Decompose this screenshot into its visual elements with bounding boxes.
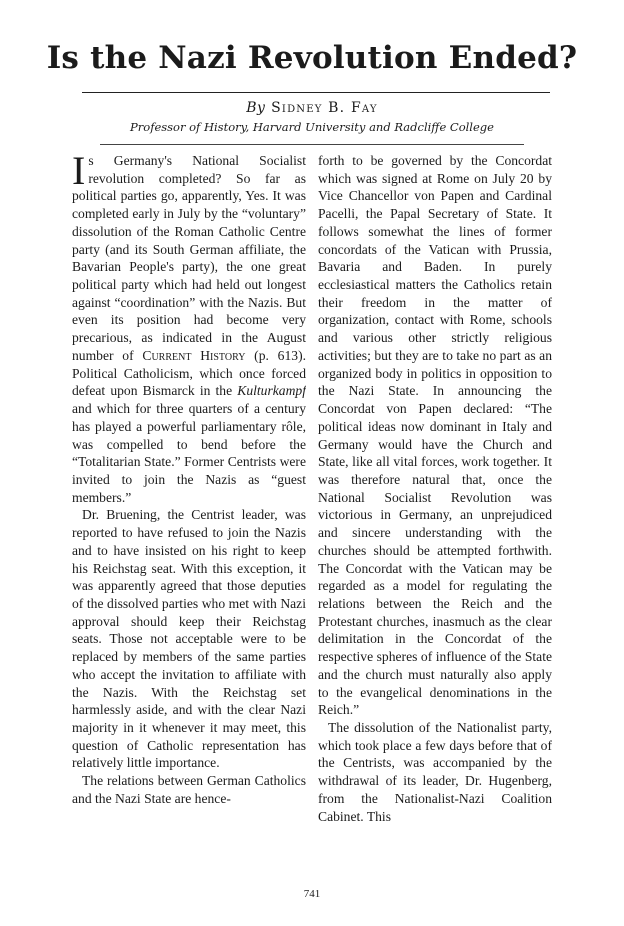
- drop-cap: I: [72, 152, 86, 193]
- paragraph-text: (p. 613). Political Catholicism, which once forced defeat upon Bismarck in the: [72, 347, 306, 399]
- author-name: Sidney B. Fay: [271, 100, 378, 116]
- paragraph-text: and which for three quarters of a century has played a powerful parliamentary rôle, was compelled to bend before the “Totalitarian State.” Former Centrists were invited to join the Nazis as “guest members.”: [72, 401, 306, 505]
- paragraph: The dissolution of the Nationalist party, which took place a few days before that of the Centrists, was accompanied by the withdrawal of its leader, Dr. Hugenberg, from the Nationalist-Nazi Coalition Cabinet. This: [318, 720, 552, 824]
- paragraph: forth to be governed by the Concordat which was signed at Rome on July 20 by Vice Chancellor von Papen and Cardinal Pacelli, the Papal Secretary of State. It follows somewhat the lines of former concordats of the Vatican with Prussia, Bavaria and Baden. In purely ecclesiastical matters the Catholics retain their freedom in the matter of organization, contact with Rome, schools and various other strictly religious activities; but they are to take no part as an organized body in politics in opposition to the Nazi State. In announcing the Concordat von Papen declared: “The political ideas now dominant in Italy and Germany would have the Church and State, like all vital forces, work together. It was therefore natural that, once the National Socialist Revolution was victorious in Germany, an unprejudiced and sincere understanding with the churches should be attempted forthwith. The Concordat with the Vatican may be regarded as a model for regulating the relations between the Reich and the Protestant churches, inasmuch as the clear delimitation in the Concordat of the respective spheres of influence of the State and the church must naturally also apply to the evangelical denominations in the Reich.”: [318, 153, 552, 718]
- byline-rule: [100, 144, 524, 145]
- title-rule: [82, 92, 550, 93]
- paragraph-text: s Germany's National Socialist revolution completed? So far as political parties go, apparently, Yes. It was completed early in July by the “voluntary” dissolution of the Roman Catholic Centre party (and its South German affiliate, the Bavarian People's party), the one great political party which had held out longest against “coordination” with the Nazis. But even its position had become very precarious, as indicated in the August number of: [72, 153, 306, 363]
- italic-term: Kulturkampf: [237, 383, 306, 399]
- right-column: [318, 152, 552, 864]
- article-title: Is the Nazi Revolution Ended?: [46, 40, 578, 76]
- byline: [0, 100, 624, 116]
- page-number: 741: [303, 888, 321, 900]
- paragraph: [72, 152, 306, 506]
- author-affiliation: Professor of History, Harvard University and Radcliffe College: [130, 120, 494, 134]
- journal-name: Current History: [142, 347, 246, 363]
- left-column: [72, 152, 306, 864]
- paragraph: Dr. Bruening, the Centrist leader, was reported to have refused to join the Nazis and to have insisted on his right to keep his Reichstag seat. With this exception, it was apparently agreed that those deputies of the dissolved parties who met with Nazi approval should keep their Reichstag seats. Those not acceptable were to be replaced by members of the same parties who accept the invitation to affiliate with the Nazis. With the Reichstag set harmlessly aside, and with the clear Nazi majority in it whenever it may meet, this question of Catholic representation has relatively little importance.: [72, 507, 306, 771]
- byline-prefix: By: [246, 100, 266, 116]
- paragraph: The relations between German Catholics and the Nazi State are hence-: [72, 773, 306, 806]
